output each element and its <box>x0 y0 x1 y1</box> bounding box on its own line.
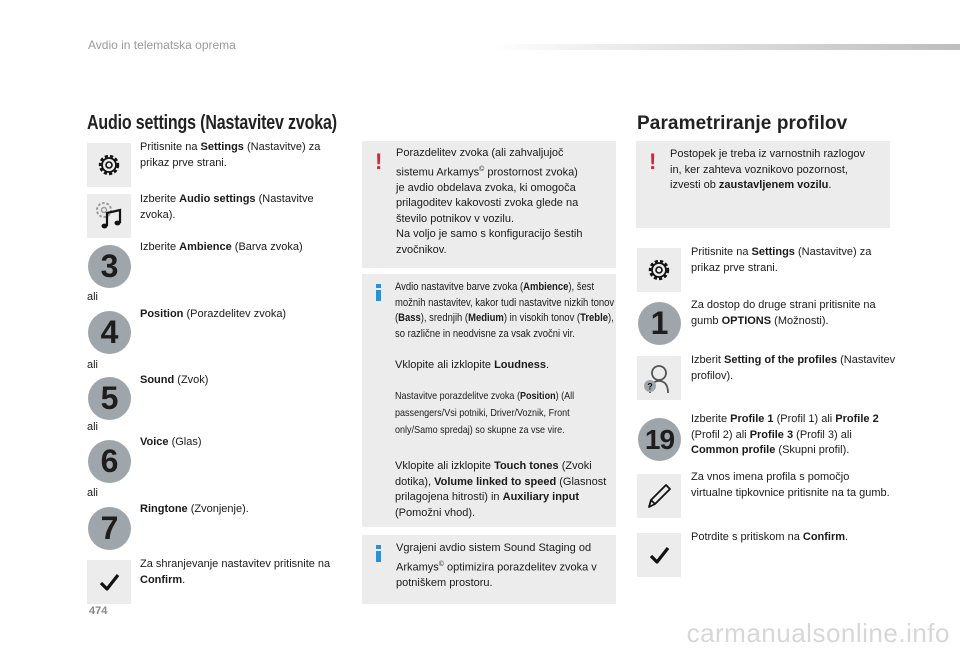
info-text-loudness: Vklopite ali izklopite Loudness. <box>395 359 550 371</box>
right-step-3-text: Izberit Setting of the profiles (Nastavitev profilov). <box>691 354 896 382</box>
gear-music-icon <box>92 199 126 233</box>
left-step-1-text: Pritisnite na Settings (Nastavitve) za prikaz prve strani. <box>140 141 321 169</box>
watermark: carmanualsonline.info <box>686 618 950 648</box>
gear-icon <box>644 255 674 285</box>
or-label: ali <box>87 421 99 433</box>
pencil-icon <box>643 480 675 512</box>
profile-settings-heading: Parametriranje profilov <box>637 113 848 134</box>
settings-step-icon <box>87 143 131 187</box>
step-number-3: 3 <box>88 245 131 288</box>
edit-name-step-icon <box>637 474 681 518</box>
exclamation-icon: ! <box>375 149 383 174</box>
step-number-4: 4 <box>88 311 131 354</box>
info-text-ambience: Avdio nastavitve barve zvoka (Ambience), šest možnih nastavitev, kakor tudi nastavitve nizkih tonov (Bass), srednjih (Medium) in visokih tonov (Treble), so različne in neodvisne za vsak zvočni vir. <box>395 281 615 340</box>
right-step-6-text: Potrdite s pritiskom na Confirm. <box>691 531 849 543</box>
left-step-3-text: Izberite Ambience (Barva zvoka) <box>140 241 303 253</box>
warning-text: Porazdelitev zvoka (ali zahvaljujoč sistemu Arkamys© prostornost zvoka) je avdio obdelava zvoka, ki omogoča prilagoditev kakovosti zvoka glede na število potnikov v vozilu. Na voljo je samo s konfiguracijo šestih zvočnikov. <box>396 147 583 256</box>
right-step-2-text: Za dostop do druge strani pritisnite na gumb OPTIONS (Možnosti). <box>691 299 876 327</box>
left-step-2-text: Izberite Audio settings (Nastavitve zvoka). <box>140 193 314 221</box>
right-step-1-text: Pritisnite na Settings (Nastavitve) za prikaz prve strani. <box>691 246 872 274</box>
step-number-6: 6 <box>88 440 131 483</box>
info-text-position: Nastavitve porazdelitve zvoka (Position) (All passengers/Vsi potniki, Driver/Voznik, Front only/Samo spredaj) so skupne za vse vire. <box>395 390 575 436</box>
left-step-7-text: Ringtone (Zvonjenje). <box>140 503 249 515</box>
left-step-6-text: Voice (Glas) <box>140 436 202 448</box>
left-step-8-text: Za shranjevanje nastavitev pritisnite na Confirm. <box>140 558 331 586</box>
profile-warning-text: Postopek je treba iz varnostnih razlogov in, ker zahteva voznikovo pozornost, izvesti ob zaustavljenem vozilu. <box>670 148 866 191</box>
right-step-5-text: Za vnos imena profila s pomočjo virtualne tipkovnice pritisnite na ta gumb. <box>691 471 890 499</box>
page-number: 474 <box>89 605 108 617</box>
confirm-step-icon <box>637 533 681 577</box>
info-icon <box>376 284 381 301</box>
checkmark-icon <box>98 571 120 593</box>
or-label: ali <box>87 359 99 371</box>
info-text-touch-tones: Vklopite ali izklopite Touch tones (Zvoki dotika), Volume linked to speed (Glasnost prilagojena hitrosti) in Auxiliary input (Pomožni vhod). <box>395 460 607 519</box>
left-step-5-text: Sound (Zvok) <box>140 374 209 386</box>
step-number-19: 19 <box>638 418 681 461</box>
settings-step-icon <box>637 248 681 292</box>
checkmark-icon <box>648 544 670 566</box>
step-number-7: 7 <box>88 507 131 550</box>
gear-icon <box>94 150 124 180</box>
exclamation-icon: ! <box>649 149 657 174</box>
info-text-arkamys: Vgrajeni avdio sistem Sound Staging od Arkamys© optimizira porazdelitev zvoka v potniškem prostoru. <box>396 542 597 589</box>
left-step-4-text: Position (Porazdelitev zvoka) <box>140 308 287 320</box>
confirm-step-icon <box>87 560 131 604</box>
profiles-step-icon <box>637 356 681 400</box>
step-number-1: 1 <box>638 302 681 345</box>
or-label: ali <box>87 291 99 303</box>
header-rule <box>490 44 960 50</box>
profile-question-icon <box>641 360 677 396</box>
or-label: ali <box>87 487 99 499</box>
svg-text:?: ? <box>647 381 653 392</box>
step-number-5: 5 <box>88 377 131 420</box>
audio-settings-heading: Audio settings (Nastavitev zvoka) <box>87 112 337 134</box>
running-header: Avdio in telematska oprema <box>88 38 236 52</box>
audio-settings-step-icon <box>87 194 131 238</box>
right-step-4-text: Izberite Profile 1 (Profil 1) ali Profile 2 (Profil 2) ali Profile 3 (Profil 3) ali Common profile (Skupni profil). <box>691 413 879 456</box>
info-icon <box>376 545 381 562</box>
